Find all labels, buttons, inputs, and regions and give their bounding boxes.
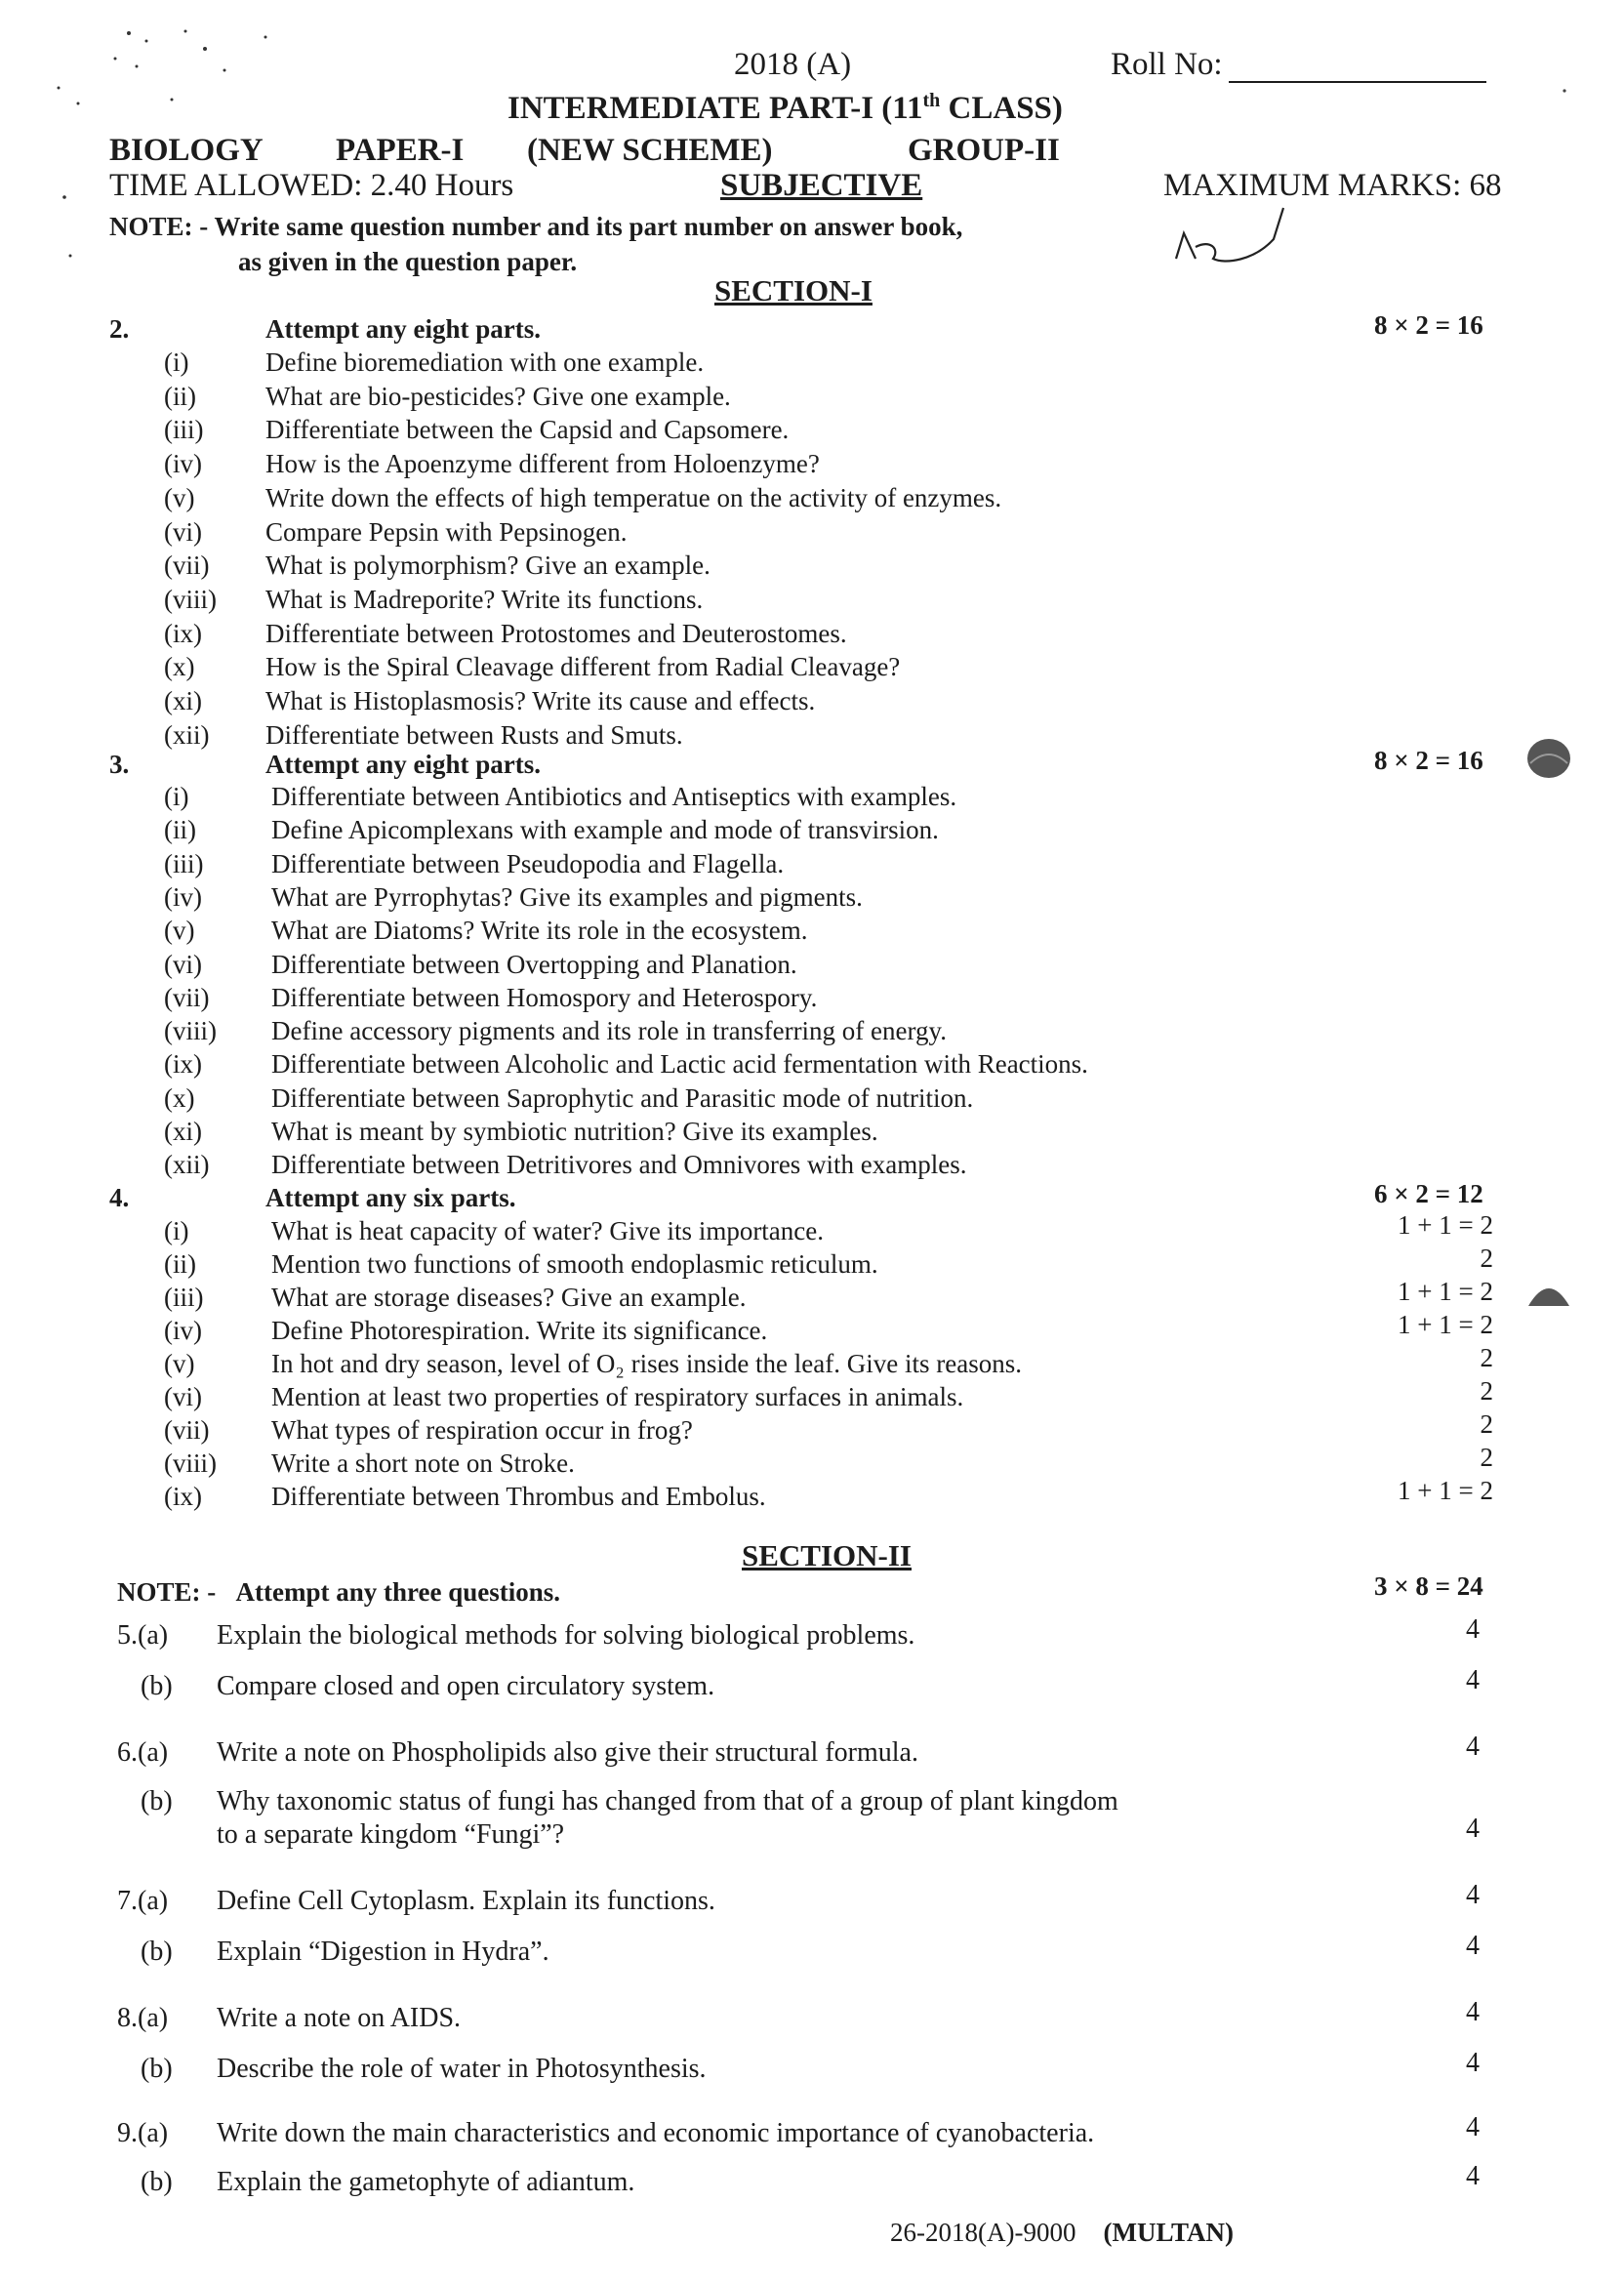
section-1-title: SECTION-I <box>714 273 873 307</box>
question-text: Why taxonomic status of fungi has changed from that of a group of plant kingdom <box>217 1786 1118 1816</box>
part-label: (iii) <box>164 1283 204 1312</box>
part-text: What is heat capacity of water? Give its importance. <box>271 1216 825 1245</box>
question-mark: 4 <box>1466 1814 1480 1844</box>
part-label: (iii) <box>164 415 204 445</box>
part-text: What is Histoplasmosis? Write its cause and effects. <box>265 686 816 715</box>
part-label: (viii) <box>164 1016 217 1046</box>
part-label: (ii) <box>164 1249 196 1279</box>
part-text: Define bioremediation with one example. <box>265 347 705 377</box>
part-text: Mention two functions of smooth endoplasmic reticulum. <box>271 1249 878 1279</box>
part-mark: 2 <box>1480 1376 1493 1406</box>
section-2-note: NOTE: - Attempt any three questions. <box>117 1577 560 1607</box>
question-mark: 4 <box>1466 1997 1480 2027</box>
question-mark: 4 <box>1466 1614 1480 1645</box>
part-mark: 2 <box>1480 1443 1493 1472</box>
part-mark: 2 <box>1480 1409 1493 1439</box>
paper-code: 26-2018(A)-9000 <box>890 2218 1076 2247</box>
question-mark: 4 <box>1466 1665 1480 1695</box>
part-text: Mention at least two properties of respiratory surfaces in animals. <box>271 1382 964 1411</box>
group: GROUP-II <box>908 133 1060 168</box>
q2-heading: Attempt any eight parts. <box>265 314 541 344</box>
part-label: (xii) <box>164 719 210 750</box>
q3-marks: 8 × 2 = 16 <box>1374 746 1483 775</box>
question-label: 9.(a) <box>117 2118 169 2148</box>
class-title: INTERMEDIATE PART-I (11th CLASS) <box>508 90 1063 126</box>
question-text: Explain the gametophyte of adiantum. <box>217 2167 635 2197</box>
part-text: Write down the effects of high temperatue on the activity of enzymes. <box>265 482 1002 512</box>
part-label: (viii) <box>164 1448 217 1478</box>
question-label: (b) <box>141 2054 173 2084</box>
part-text: Define Photorespiration. Write its significance. <box>271 1316 768 1345</box>
time-allowed: TIME ALLOWED: 2.40 Hours <box>109 168 514 203</box>
question-mark: 4 <box>1466 1732 1480 1762</box>
question-mark: 4 <box>1466 1931 1480 1961</box>
part-label: (i) <box>164 1216 189 1245</box>
instructions-note: NOTE: - Write same question number and its part number on answer book, as given in the question paper. <box>109 212 963 276</box>
part-mark: 1 + 1 = 2 <box>1398 1476 1493 1505</box>
section-2-marks: 3 × 8 = 24 <box>1374 1571 1483 1601</box>
part-text: How is the Apoenzyme different from Holoenzyme? <box>265 449 820 479</box>
part-text: What are storage diseases? Give an example. <box>271 1283 747 1312</box>
question-text: Explain the biological methods for solving biological problems. <box>217 1620 915 1651</box>
paper-type: SUBJECTIVE <box>720 168 923 203</box>
q4-number: 4. <box>109 1183 130 1212</box>
part-label: (iv) <box>164 881 202 912</box>
question-text: Write down the main characteristics and economic importance of cyanobacteria. <box>217 2118 1095 2148</box>
part-label: (vii) <box>164 551 210 581</box>
question-mark: 4 <box>1466 2161 1480 2191</box>
question-mark: 4 <box>1466 1880 1480 1910</box>
part-text: What is Madreporite? Write its functions. <box>265 584 704 614</box>
q3-heading: Attempt any eight parts. <box>265 750 541 779</box>
part-label: (vi) <box>164 516 202 547</box>
question-label: 6.(a) <box>117 1737 169 1768</box>
part-label: (v) <box>164 916 195 946</box>
part-text: Differentiate between Thrombus and Embolus. <box>271 1482 766 1511</box>
margin-dot <box>1560 86 1569 96</box>
part-text: What is meant by symbiotic nutrition? Give its examples. <box>271 1117 878 1146</box>
part-text: Differentiate between Alcoholic and Lactic acid fermentation with Reactions. <box>271 1049 1088 1080</box>
question-text: Compare closed and open circulatory system. <box>217 1671 715 1701</box>
question-mark: 4 <box>1466 2112 1480 2142</box>
question-label: (b) <box>141 1671 173 1701</box>
question-label: (b) <box>141 1786 173 1816</box>
part-text: Differentiate between Homospory and Heterospory. <box>271 982 818 1012</box>
q2-number: 2. <box>109 314 130 344</box>
part-text: Differentiate between Rusts and Smuts. <box>265 719 683 750</box>
part-text: Differentiate between the Capsid and Capsomere. <box>265 415 790 445</box>
part-label: (xi) <box>164 686 202 715</box>
part-text: Differentiate between Overtopping and Planation. <box>271 949 797 979</box>
roll-number-field <box>1111 47 1486 83</box>
part-label: (iii) <box>164 848 204 878</box>
question-label: (b) <box>141 1937 173 1967</box>
question-text: Describe the role of water in Photosynthesis. <box>217 2054 707 2084</box>
question-text-continued: to a separate kingdom “Fungi”? <box>217 1819 565 1850</box>
part-text: What are Pyrrophytas? Give its examples and pigments. <box>271 881 863 912</box>
hole-punch-mark-2 <box>1524 1277 1573 1316</box>
part-label: (ix) <box>164 1482 202 1511</box>
roll-number-label: Roll No: <box>1111 47 1223 82</box>
q4-marks: 6 × 2 = 12 <box>1374 1179 1483 1208</box>
part-label: (v) <box>164 1349 195 1378</box>
q2-marks: 8 × 2 = 16 <box>1374 310 1483 340</box>
question-label: 7.(a) <box>117 1886 169 1916</box>
part-mark: 1 + 1 = 2 <box>1398 1210 1493 1240</box>
part-label: (xii) <box>164 1150 210 1180</box>
part-text: Differentiate between Antibiotics and Antiseptics with examples. <box>271 782 957 811</box>
question-label: (b) <box>141 2167 173 2197</box>
part-label: (ii) <box>164 381 196 411</box>
part-label: (iv) <box>164 1316 202 1345</box>
part-text: What are bio-pesticides? Give one example. <box>265 381 731 411</box>
part-label: (vii) <box>164 1415 210 1445</box>
part-text: What is polymorphism? Give an example. <box>265 551 710 581</box>
part-label: (ix) <box>164 618 202 648</box>
subject-name: BIOLOGY <box>109 133 264 168</box>
paper-code-footer <box>890 2218 1234 2248</box>
q3-number: 3. <box>109 750 130 779</box>
board-name: (MULTAN) <box>1103 2218 1234 2247</box>
part-label: (i) <box>164 782 189 811</box>
part-text: Write a short note on Stroke. <box>271 1448 575 1478</box>
part-text: In hot and dry season, level of O₂ rises inside the leaf. Give its reasons. <box>271 1349 1022 1378</box>
part-label: (iv) <box>164 449 202 479</box>
part-mark: 2 <box>1480 1343 1493 1372</box>
q4-heading: Attempt any six parts. <box>265 1183 516 1212</box>
part-label: (viii) <box>164 584 217 614</box>
roll-number-line <box>1229 52 1486 83</box>
part-mark: 1 + 1 = 2 <box>1398 1310 1493 1339</box>
part-text: Compare Pepsin with Pepsinogen. <box>265 516 628 547</box>
part-text: Differentiate between Detritivores and Omnivores with examples. <box>271 1150 967 1180</box>
question-mark: 4 <box>1466 2048 1480 2078</box>
part-text: What types of respiration occur in frog? <box>271 1415 693 1445</box>
part-text: Define accessory pigments and its role in transferring of energy. <box>271 1016 948 1046</box>
part-mark: 1 + 1 = 2 <box>1398 1277 1493 1306</box>
question-label: 8.(a) <box>117 2003 169 2033</box>
part-label: (xi) <box>164 1117 202 1146</box>
part-text: How is the Spiral Cleavage different from Radial Cleavage? <box>265 652 901 682</box>
part-text: Differentiate between Saprophytic and Parasitic mode of nutrition. <box>271 1082 974 1113</box>
part-text: What are Diatoms? Write its role in the ecosystem. <box>271 916 808 946</box>
part-label: (x) <box>164 1082 195 1113</box>
question-label: 5.(a) <box>117 1620 169 1651</box>
part-mark: 2 <box>1480 1244 1493 1273</box>
part-label: (ix) <box>164 1049 202 1080</box>
question-text: Explain “Digestion in Hydra”. <box>217 1937 549 1967</box>
part-label: (ii) <box>164 815 196 845</box>
scheme: (NEW SCHEME) <box>527 133 773 168</box>
paper-number: PAPER-I <box>336 133 465 168</box>
question-text: Write a note on AIDS. <box>217 2003 462 2033</box>
exam-year: 2018 (A) <box>734 47 852 82</box>
question-text: Define Cell Cytoplasm. Explain its functions. <box>217 1886 715 1916</box>
question-text: Write a note on Phospholipids also give their structural formula. <box>217 1737 918 1768</box>
part-label: (i) <box>164 347 189 377</box>
hole-punch-mark-1 <box>1524 734 1573 781</box>
maximum-marks: MAXIMUM MARKS: 68 <box>1163 168 1502 203</box>
part-label: (x) <box>164 652 195 682</box>
part-label: (vi) <box>164 949 202 979</box>
part-label: (vii) <box>164 982 210 1012</box>
part-label: (v) <box>164 482 195 512</box>
part-text: Define Apicomplexans with example and mode of transvirsion. <box>271 815 939 845</box>
part-text: Differentiate between Pseudopodia and Flagella. <box>271 848 785 878</box>
part-label: (vi) <box>164 1382 202 1411</box>
part-text: Differentiate between Protostomes and Deuterostomes. <box>265 618 847 648</box>
section-2-title: SECTION-II <box>742 1538 912 1572</box>
